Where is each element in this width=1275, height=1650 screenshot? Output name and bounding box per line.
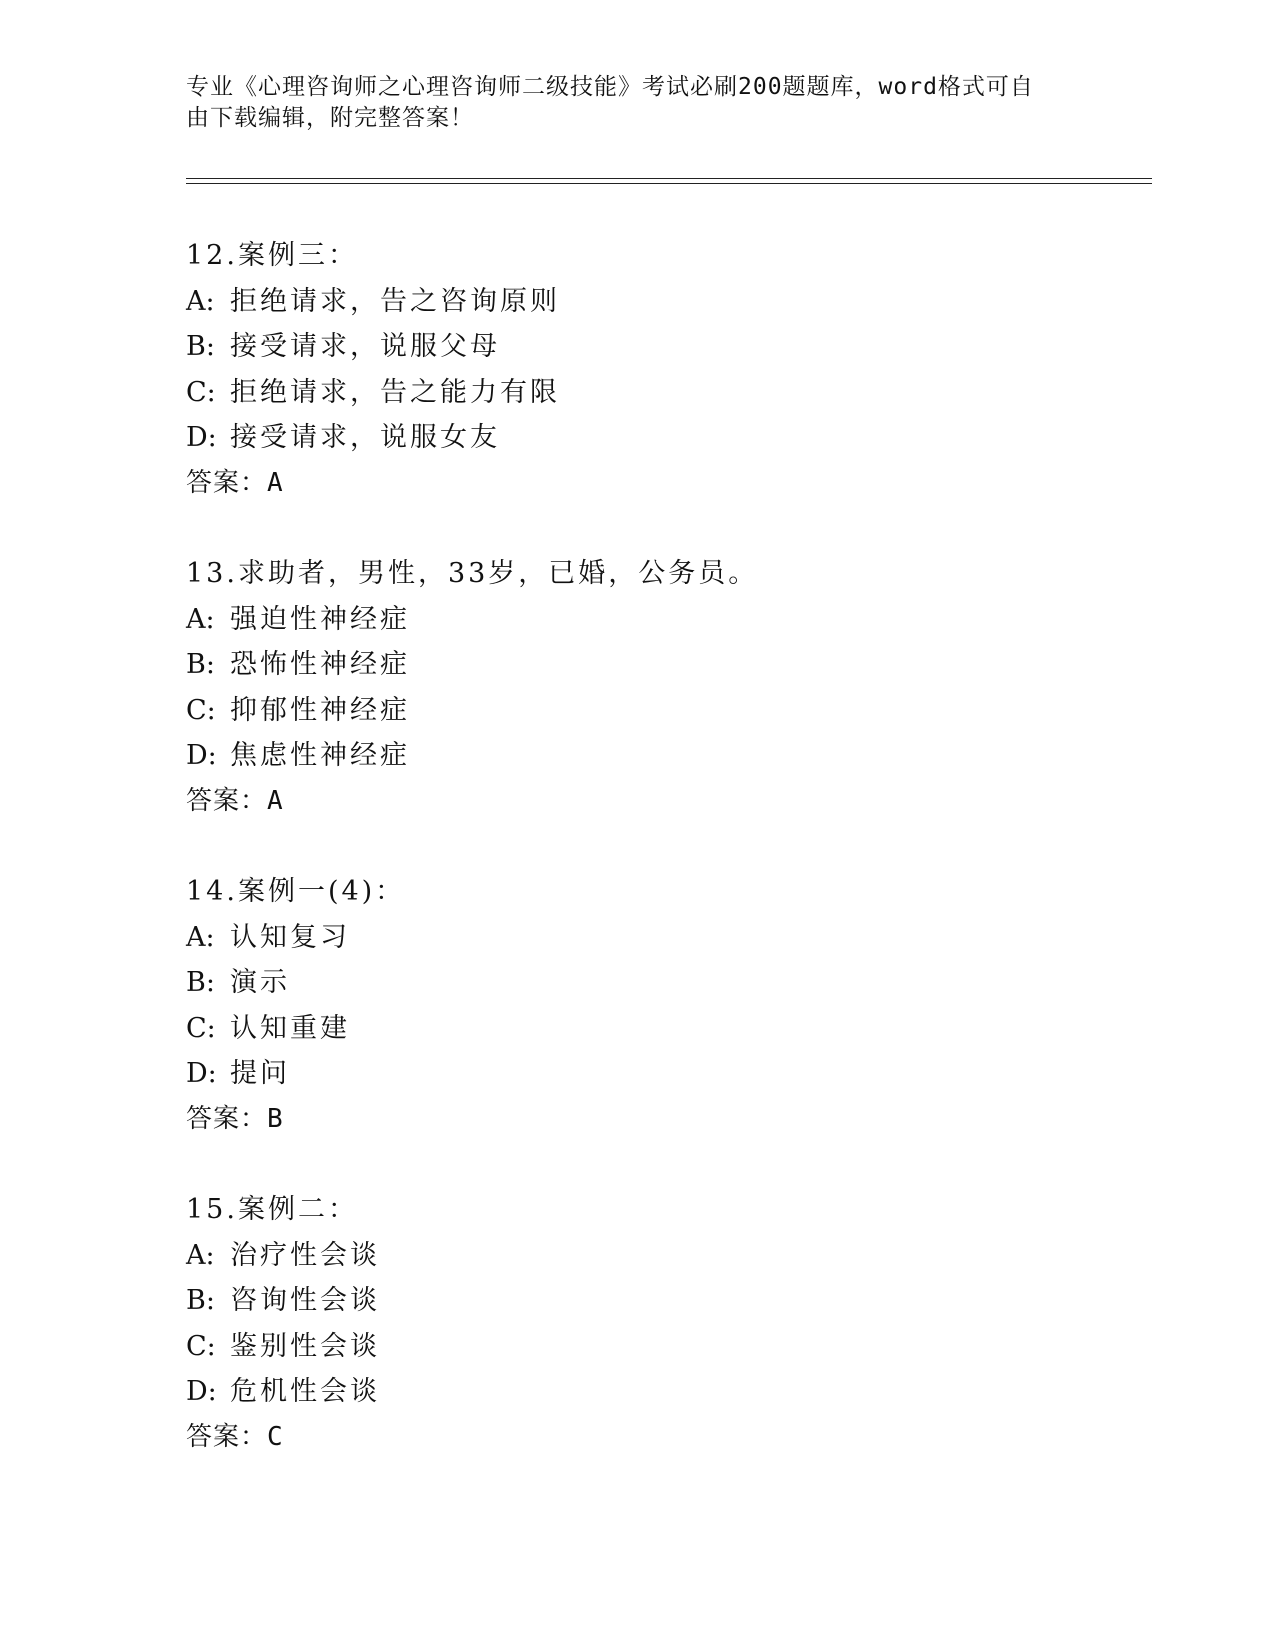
option-letter: D: xyxy=(186,422,217,453)
option-text: 抑郁性神经症 xyxy=(230,694,410,726)
option-b xyxy=(186,324,1086,370)
option-letter: C: xyxy=(186,1330,216,1362)
option-text: 演示 xyxy=(230,967,290,998)
option-letter: D: xyxy=(186,1376,217,1407)
option-letter: A: xyxy=(186,1239,215,1271)
option-b xyxy=(186,642,1086,688)
question-title: 12.案例三： xyxy=(186,240,358,271)
option-c xyxy=(186,1324,1086,1370)
option-text: 认知重建 xyxy=(230,1012,350,1044)
question-14 xyxy=(186,869,1086,1142)
question-13 xyxy=(186,551,1086,824)
answer-line: 答案：B xyxy=(186,1103,284,1134)
option-text: 接受请求，说服父母 xyxy=(230,331,500,362)
option-letter: B: xyxy=(186,331,215,362)
option-d xyxy=(186,1051,1086,1097)
option-text: 恐怖性神经症 xyxy=(230,649,410,680)
option-a xyxy=(186,279,1086,325)
header-line-1: 专业《心理咨询师之心理咨询师二级技能》考试必刷200题题库，word格式可自 xyxy=(186,74,1034,100)
question-15 xyxy=(186,1187,1086,1460)
question-title: 13.求助者，男性，33岁，已婚，公务员。 xyxy=(186,558,759,589)
option-d xyxy=(186,733,1086,779)
option-text: 强迫性神经症 xyxy=(230,603,410,635)
header-line-2: 由下载编辑，附完整答案！ xyxy=(186,105,474,131)
option-letter: A: xyxy=(186,603,215,635)
question-title: 14.案例一(4)： xyxy=(186,876,406,907)
question-12 xyxy=(186,233,1086,506)
option-text: 提问 xyxy=(230,1058,290,1089)
option-b xyxy=(186,1278,1086,1324)
option-c xyxy=(186,688,1086,734)
option-letter: D: xyxy=(186,740,217,771)
option-letter: A: xyxy=(186,921,215,953)
option-a xyxy=(186,597,1086,643)
header-divider-bottom xyxy=(186,183,1152,184)
option-text: 拒绝请求，告之能力有限 xyxy=(230,376,560,408)
option-letter: A: xyxy=(186,285,215,317)
option-a xyxy=(186,915,1086,961)
option-letter: B: xyxy=(186,967,215,998)
header-divider-top xyxy=(186,178,1152,179)
option-d xyxy=(186,415,1086,461)
option-text: 接受请求，说服女友 xyxy=(230,422,500,453)
option-letter: C: xyxy=(186,376,216,408)
option-text: 认知复习 xyxy=(230,921,350,953)
answer-line: 答案：A xyxy=(186,785,284,816)
option-text: 咨询性会谈 xyxy=(230,1285,380,1316)
question-title: 15.案例二： xyxy=(186,1194,358,1225)
answer-line: 答案：C xyxy=(186,1421,284,1452)
answer-line: 答案：A xyxy=(186,467,284,498)
option-text: 危机性会谈 xyxy=(230,1376,380,1407)
option-letter: B: xyxy=(186,649,215,680)
option-c xyxy=(186,1006,1086,1052)
option-text: 拒绝请求，告之咨询原则 xyxy=(230,285,560,317)
option-letter: B: xyxy=(186,1285,215,1316)
option-text: 鉴别性会谈 xyxy=(230,1330,380,1362)
option-letter: C: xyxy=(186,694,216,726)
option-letter: D: xyxy=(186,1058,217,1089)
option-d xyxy=(186,1369,1086,1415)
document-header xyxy=(186,72,1086,134)
option-letter: C: xyxy=(186,1012,216,1044)
option-c xyxy=(186,370,1086,416)
option-b xyxy=(186,960,1086,1006)
option-text: 治疗性会谈 xyxy=(230,1239,380,1271)
option-a xyxy=(186,1233,1086,1279)
option-text: 焦虑性神经症 xyxy=(230,740,410,771)
